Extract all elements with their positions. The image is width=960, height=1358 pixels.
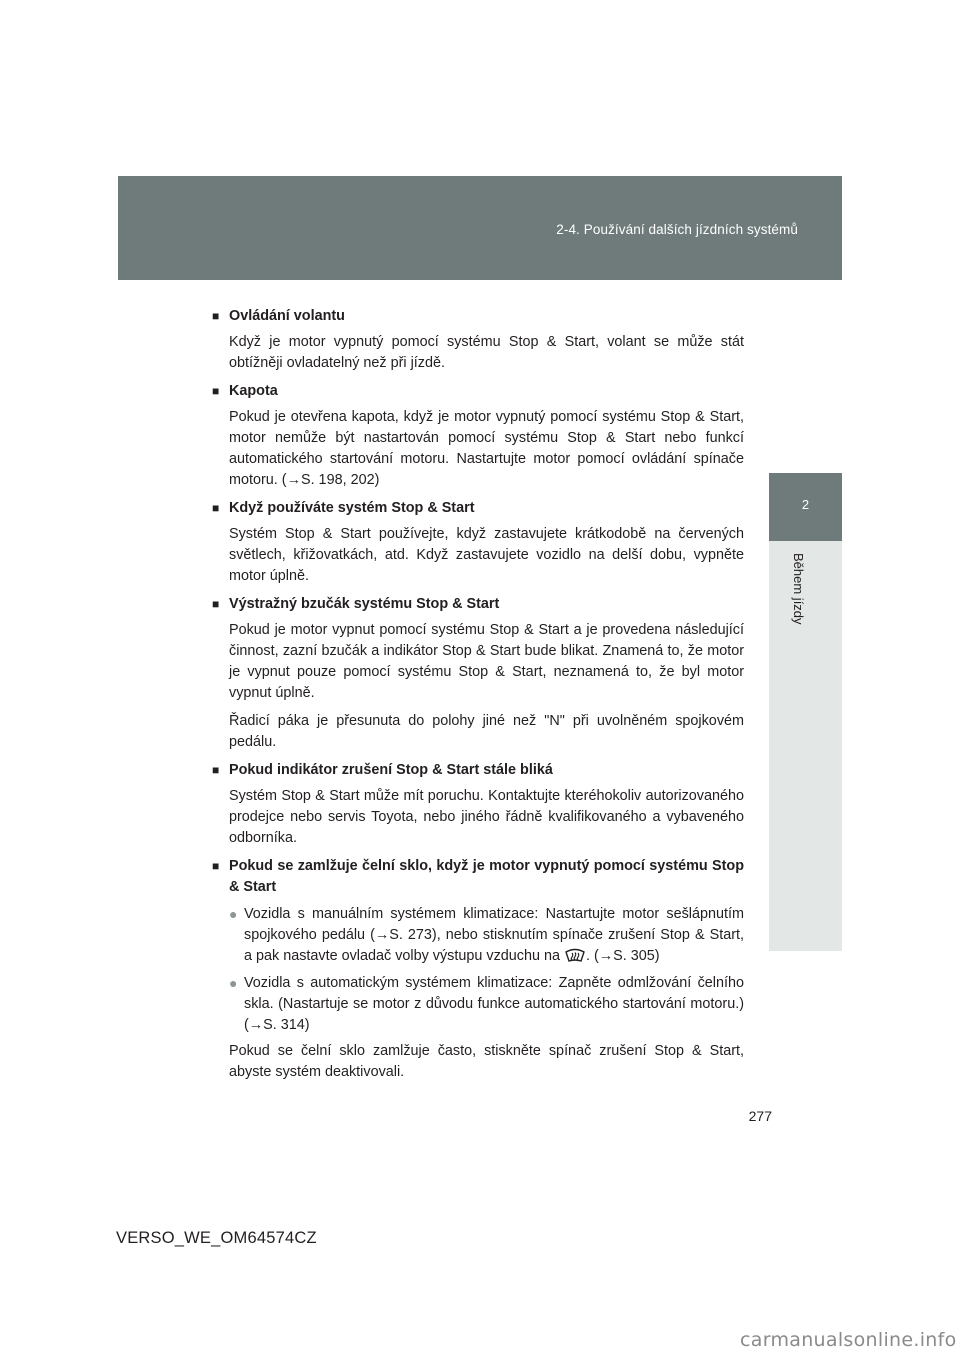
section-warning-buzzer xyxy=(212,594,744,753)
section-marker-icon: ■ xyxy=(212,384,220,398)
bullet-icon: ● xyxy=(229,975,238,991)
chapter-tab-strip xyxy=(769,541,842,951)
section-marker-icon: ■ xyxy=(212,763,220,777)
section-heading: ■ Výstražný bzučák systému Stop & Start xyxy=(212,594,744,615)
page-number: 277 xyxy=(748,1108,772,1124)
chapter-tab xyxy=(769,473,842,541)
section-paragraph: Řadicí páka je přesunuta do polohy jiné než "N" při uvolněném spojkovém pedálu. xyxy=(229,713,744,750)
list-item: ● Vozidla s automatickým systémem klimatizace: Zapněte odmlžování čelního skla. (Nastartuje se motor z důvodu funkce automatického startování motoru.) (→S. 314) xyxy=(229,973,744,1036)
section-paragraph: Když je motor vypnutý pomocí systému Stop & Start, volant se může stát obtížněji ovladatelný než při jízdě. xyxy=(229,334,744,371)
windshield-defrost-icon xyxy=(564,947,586,963)
section-paragraph: Systém Stop & Start používejte, když zastavujete krátkodobě na červených světlech, křižovatkách, atd. Když zastavujete vozidlo na delší dobu, vypněte motor úplně. xyxy=(229,526,744,584)
section-indicator-blinking xyxy=(212,760,744,849)
section-heading: ■ Kapota xyxy=(212,381,744,402)
section-hood xyxy=(212,381,744,491)
section-paragraph: Pokud se čelní sklo zamlžuje často, stiskněte spínač zrušení Stop & Start, abyste systém deaktivovali. xyxy=(229,1043,744,1080)
bullet-icon: ● xyxy=(229,906,238,922)
section-windshield-fog xyxy=(212,856,744,1083)
section-heading: ■ Pokud se zamlžuje čelní sklo, když je motor vypnutý pomocí systému Stop & Start xyxy=(212,856,744,898)
section-heading: ■ Ovládání volantu xyxy=(212,306,744,327)
section-heading: ■ Pokud indikátor zrušení Stop & Start stále bliká xyxy=(212,760,744,781)
section-steering xyxy=(212,306,744,374)
section-marker-icon: ■ xyxy=(212,309,220,323)
section-paragraph: Pokud je otevřena kapota, když je motor vypnutý pomocí systému Stop & Start, motor nemůže být nastartován pomocí systému Stop & Start nebo funkcí automatického startování motoru. Nastartujte motor pomocí ovládání spínače motoru. (→S. 198, 202) xyxy=(229,409,744,488)
watermark: carmanualsonline.info xyxy=(740,1326,955,1354)
page-content xyxy=(212,306,744,1090)
section-marker-icon: ■ xyxy=(212,597,220,611)
chapter-header-band xyxy=(118,176,842,280)
chapter-tab-number: 2 xyxy=(801,497,810,512)
section-marker-icon: ■ xyxy=(212,501,220,515)
document-code: VERSO_WE_OM64574CZ xyxy=(116,1229,317,1247)
chapter-tab-label: Během jízdy xyxy=(791,553,806,625)
list-item: ● Vozidla s manuálním systémem klimatizace: Nastartujte motor sešlápnutím spojkového pedálu (→S. 273), nebo stisknutím spínače zrušení Stop & Start, a pak nastavte ovladač volby výstupu vzduchu na . (→S. 305) xyxy=(229,904,744,967)
section-paragraph: Pokud je motor vypnut pomocí systému Stop & Start a je provedena následující činnost, zazní bzučák a indikátor Stop & Start bude blikat. Znamená to, že motor je vypnut pouze pomocí systému Stop & Start, neznamená to, že byl motor vypnut úplně. xyxy=(229,622,744,701)
section-using-stop-start xyxy=(212,498,744,587)
section-marker-icon: ■ xyxy=(212,859,220,873)
section-paragraph: Systém Stop & Start může mít poruchu. Kontaktujte kteréhokoliv autorizovaného prodejce nebo servis Toyota, nebo jiného řádně kvalifikovaného a vybaveného odborníka. xyxy=(229,788,744,846)
section-heading: ■ Když používáte systém Stop & Start xyxy=(212,498,744,519)
chapter-title: 2-4. Používání dalších jízdních systémů xyxy=(556,222,798,237)
